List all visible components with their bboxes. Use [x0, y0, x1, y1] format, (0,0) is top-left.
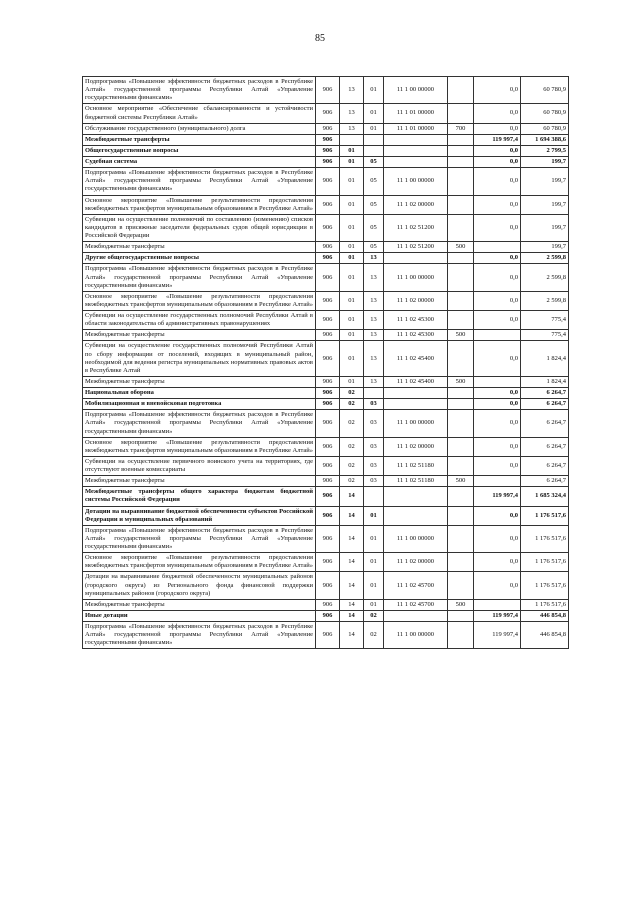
section-code-cell: 01: [340, 157, 364, 168]
section-code-cell: 01: [340, 253, 364, 264]
row-name-cell: Другие общегосударственные вопросы: [83, 253, 316, 264]
admin-code-cell: 906: [316, 291, 340, 310]
target-article-cell: [384, 506, 448, 525]
amount-2-cell: 60 780,9: [521, 123, 569, 134]
table-row: [83, 399, 569, 410]
expense-type-cell: [448, 622, 474, 649]
expense-type-cell: [448, 456, 474, 475]
row-name-cell: Основное мероприятие «Обеспечение сбалансированности и устойчивости бюджетной системы Республики Алтай»: [83, 104, 316, 123]
target-article-cell: [384, 487, 448, 506]
table-row: [83, 506, 569, 525]
admin-code-cell: 906: [316, 506, 340, 525]
table-row: [83, 145, 569, 156]
target-article-cell: 11 1 02 00000: [384, 437, 448, 456]
row-name-cell: Подпрограмма «Повышение эффективности бюджетных расходов в Республике Алтай» государственной программы Республики Алтай «Управление государственными финансами»: [83, 525, 316, 552]
table-row: [83, 253, 569, 264]
section-code-cell: 14: [340, 572, 364, 599]
table-row: [83, 622, 569, 649]
admin-code-cell: 906: [316, 214, 340, 241]
amount-2-cell: 60 780,9: [521, 77, 569, 104]
amount-2-cell: 1 176 517,6: [521, 553, 569, 572]
section-code-cell: 01: [340, 291, 364, 310]
amount-1-cell: 0,0: [474, 145, 521, 156]
table-row: [83, 388, 569, 399]
table-row: [83, 376, 569, 387]
row-name-cell: Судебная система: [83, 157, 316, 168]
subsection-code-cell: 03: [364, 399, 384, 410]
table-row: [83, 437, 569, 456]
admin-code-cell: 906: [316, 330, 340, 341]
admin-code-cell: 906: [316, 525, 340, 552]
target-article-cell: 11 1 02 45400: [384, 341, 448, 377]
admin-code-cell: 906: [316, 376, 340, 387]
table-row: [83, 410, 569, 437]
row-name-cell: Подпрограмма «Повышение эффективности бюджетных расходов в Республике Алтай» государственной программы Республики Алтай «Управление государственными финансами»: [83, 622, 316, 649]
row-name-cell: Национальная оборона: [83, 388, 316, 399]
table-row: [83, 104, 569, 123]
subsection-code-cell: 13: [364, 311, 384, 330]
row-name-cell: Подпрограмма «Повышение эффективности бюджетных расходов в Республике Алтай» государственной программы Республики Алтай «Управление государственными финансами»: [83, 168, 316, 195]
row-name-cell: Дотации на выравнивание бюджетной обеспеченности муниципальных районов (городского округа) из Регионального фонда финансовой поддержки муниципальных районов (городского округа): [83, 572, 316, 599]
section-code-cell: 14: [340, 487, 364, 506]
target-article-cell: 11 1 02 00000: [384, 195, 448, 214]
section-code-cell: 14: [340, 506, 364, 525]
amount-1-cell: 0,0: [474, 525, 521, 552]
section-code-cell: 01: [340, 311, 364, 330]
table-row: [83, 487, 569, 506]
section-code-cell: 14: [340, 553, 364, 572]
section-code-cell: 01: [340, 264, 364, 291]
amount-2-cell: 6 264,7: [521, 456, 569, 475]
target-article-cell: 11 1 00 00000: [384, 168, 448, 195]
amount-2-cell: 6 264,7: [521, 476, 569, 487]
expense-type-cell: [448, 341, 474, 377]
target-article-cell: 11 1 02 51180: [384, 456, 448, 475]
row-name-cell: Подпрограмма «Повышение эффективности бюджетных расходов в Республике Алтай» государственной программы Республики Алтай «Управление государственными финансами»: [83, 264, 316, 291]
target-article-cell: [384, 134, 448, 145]
target-article-cell: 11 1 00 00000: [384, 525, 448, 552]
target-article-cell: [384, 610, 448, 621]
target-article-cell: 11 1 00 00000: [384, 410, 448, 437]
target-article-cell: 11 1 00 00000: [384, 264, 448, 291]
table-row: [83, 476, 569, 487]
amount-1-cell: 0,0: [474, 291, 521, 310]
amount-2-cell: 60 780,9: [521, 104, 569, 123]
subsection-code-cell: 13: [364, 376, 384, 387]
expense-type-cell: [448, 388, 474, 399]
amount-2-cell: 199,7: [521, 195, 569, 214]
expense-type-cell: 500: [448, 242, 474, 253]
target-article-cell: 11 1 01 00000: [384, 123, 448, 134]
target-article-cell: 11 1 02 45300: [384, 311, 448, 330]
target-article-cell: 11 1 02 45300: [384, 330, 448, 341]
target-article-cell: 11 1 00 00000: [384, 77, 448, 104]
expense-type-cell: [448, 168, 474, 195]
expense-type-cell: [448, 311, 474, 330]
admin-code-cell: 906: [316, 123, 340, 134]
amount-2-cell: 2 599,8: [521, 291, 569, 310]
page-number: 85: [315, 33, 325, 44]
admin-code-cell: 906: [316, 553, 340, 572]
subsection-code-cell: 13: [364, 264, 384, 291]
section-code-cell: 01: [340, 168, 364, 195]
section-code-cell: 02: [340, 476, 364, 487]
amount-2-cell: 1 694 388,6: [521, 134, 569, 145]
target-article-cell: 11 1 01 00000: [384, 104, 448, 123]
amount-1-cell: [474, 599, 521, 610]
subsection-code-cell: 01: [364, 104, 384, 123]
section-code-cell: 02: [340, 399, 364, 410]
expense-type-cell: [448, 77, 474, 104]
table-row: [83, 330, 569, 341]
expense-type-cell: 500: [448, 599, 474, 610]
admin-code-cell: 906: [316, 622, 340, 649]
row-name-cell: Основное мероприятие «Повышение результативности предоставления межбюджетных трансфертов муниципальным образованиям в Республике Алтай»: [83, 291, 316, 310]
amount-1-cell: 0,0: [474, 77, 521, 104]
target-article-cell: 11 1 02 45700: [384, 572, 448, 599]
amount-2-cell: 6 264,7: [521, 410, 569, 437]
amount-2-cell: 6 264,7: [521, 388, 569, 399]
expense-type-cell: [448, 487, 474, 506]
subsection-code-cell: 13: [364, 291, 384, 310]
amount-1-cell: 0,0: [474, 437, 521, 456]
target-article-cell: [384, 157, 448, 168]
subsection-code-cell: 05: [364, 214, 384, 241]
expense-type-cell: 500: [448, 376, 474, 387]
row-name-cell: Межбюджетные трансферты: [83, 376, 316, 387]
subsection-code-cell: 13: [364, 253, 384, 264]
section-code-cell: 01: [340, 376, 364, 387]
amount-1-cell: 0,0: [474, 195, 521, 214]
admin-code-cell: 906: [316, 242, 340, 253]
section-code-cell: 13: [340, 77, 364, 104]
amount-2-cell: 775,4: [521, 311, 569, 330]
row-name-cell: Обслуживание государственного (муниципального) долга: [83, 123, 316, 134]
table-body: [83, 77, 569, 649]
amount-1-cell: 0,0: [474, 399, 521, 410]
expense-type-cell: [448, 399, 474, 410]
admin-code-cell: 906: [316, 599, 340, 610]
amount-1-cell: 0,0: [474, 253, 521, 264]
amount-1-cell: [474, 476, 521, 487]
row-name-cell: Субвенции на осуществление первичного воинского учета на территориях, где отсутствуют военные комиссариаты: [83, 456, 316, 475]
table-row: [83, 291, 569, 310]
table-row: [83, 214, 569, 241]
admin-code-cell: 906: [316, 157, 340, 168]
row-name-cell: Межбюджетные трансферты: [83, 476, 316, 487]
admin-code-cell: 906: [316, 437, 340, 456]
amount-1-cell: 119 997,4: [474, 610, 521, 621]
section-code-cell: 02: [340, 410, 364, 437]
amount-1-cell: 0,0: [474, 456, 521, 475]
expense-type-cell: [448, 437, 474, 456]
admin-code-cell: 906: [316, 134, 340, 145]
admin-code-cell: 906: [316, 104, 340, 123]
subsection-code-cell: 03: [364, 456, 384, 475]
admin-code-cell: 906: [316, 253, 340, 264]
amount-1-cell: 119 997,4: [474, 487, 521, 506]
admin-code-cell: 906: [316, 410, 340, 437]
amount-1-cell: [474, 330, 521, 341]
amount-1-cell: 0,0: [474, 214, 521, 241]
section-code-cell: 01: [340, 214, 364, 241]
admin-code-cell: 906: [316, 388, 340, 399]
table-row: [83, 168, 569, 195]
section-code-cell: 14: [340, 599, 364, 610]
row-name-cell: Основное мероприятие «Повышение результативности предоставления межбюджетных трансфертов муниципальным образованиям в Республике Алтай»: [83, 437, 316, 456]
amount-1-cell: 0,0: [474, 264, 521, 291]
section-code-cell: 01: [340, 145, 364, 156]
amount-2-cell: 6 264,7: [521, 437, 569, 456]
section-code-cell: 14: [340, 622, 364, 649]
amount-2-cell: 2 599,8: [521, 253, 569, 264]
target-article-cell: 11 1 02 45400: [384, 376, 448, 387]
table-row: [83, 264, 569, 291]
row-name-cell: Основное мероприятие «Повышение результативности предоставления межбюджетных трансфертов муниципальным образованиям в Республике Алтай»: [83, 553, 316, 572]
amount-1-cell: 0,0: [474, 341, 521, 377]
amount-2-cell: 1 176 517,6: [521, 599, 569, 610]
expense-type-cell: [448, 253, 474, 264]
amount-1-cell: 119 997,4: [474, 134, 521, 145]
amount-1-cell: 0,0: [474, 572, 521, 599]
row-name-cell: Субвенции на осуществление полномочий по составлению (изменению) списков кандидатов в присяжные заседатели федеральных судов общей юрисдикции в Российской Федерации: [83, 214, 316, 241]
amount-2-cell: 6 264,7: [521, 399, 569, 410]
table-row: [83, 77, 569, 104]
subsection-code-cell: [364, 134, 384, 145]
amount-1-cell: 0,0: [474, 388, 521, 399]
target-article-cell: [384, 399, 448, 410]
table-row: [83, 123, 569, 134]
amount-2-cell: 1 824,4: [521, 376, 569, 387]
expense-type-cell: [448, 264, 474, 291]
table-row: [83, 311, 569, 330]
target-article-cell: 11 1 02 51180: [384, 476, 448, 487]
target-article-cell: [384, 253, 448, 264]
amount-2-cell: 199,7: [521, 242, 569, 253]
row-name-cell: Межбюджетные трансферты: [83, 330, 316, 341]
section-code-cell: 13: [340, 104, 364, 123]
row-name-cell: Субвенции на осуществление государственных полномочий Республики Алтай в области законодательства об административных правонарушениях: [83, 311, 316, 330]
amount-1-cell: 0,0: [474, 168, 521, 195]
subsection-code-cell: 05: [364, 195, 384, 214]
section-code-cell: [340, 134, 364, 145]
subsection-code-cell: 05: [364, 168, 384, 195]
subsection-code-cell: 05: [364, 157, 384, 168]
amount-2-cell: 1 176 517,6: [521, 525, 569, 552]
amount-1-cell: 0,0: [474, 410, 521, 437]
target-article-cell: [384, 145, 448, 156]
expense-type-cell: 500: [448, 476, 474, 487]
expense-type-cell: [448, 134, 474, 145]
target-article-cell: 11 1 02 51200: [384, 242, 448, 253]
row-name-cell: Основное мероприятие «Повышение результативности предоставления межбюджетных трансфертов муниципальным образованиям в Республике Алтай»: [83, 195, 316, 214]
row-name-cell: Межбюджетные трансферты: [83, 134, 316, 145]
amount-1-cell: 0,0: [474, 553, 521, 572]
amount-2-cell: 775,4: [521, 330, 569, 341]
section-code-cell: 02: [340, 437, 364, 456]
row-name-cell: Субвенции на осуществление государственных полномочий Республики Алтай по сбору информации от поселений, входящих в муниципальный район, необходимой для ведения регистра муниципальных нормативных правовых актов в Республике Алтай: [83, 341, 316, 377]
subsection-code-cell: 02: [364, 610, 384, 621]
subsection-code-cell: 01: [364, 506, 384, 525]
admin-code-cell: 906: [316, 476, 340, 487]
subsection-code-cell: 01: [364, 123, 384, 134]
expense-type-cell: [448, 195, 474, 214]
subsection-code-cell: 01: [364, 553, 384, 572]
budget-table: [82, 76, 569, 649]
expense-type-cell: [448, 610, 474, 621]
subsection-code-cell: 03: [364, 437, 384, 456]
amount-2-cell: 1 176 517,6: [521, 506, 569, 525]
subsection-code-cell: 01: [364, 525, 384, 552]
row-name-cell: Мобилизационная и вневойсковая подготовка: [83, 399, 316, 410]
table-row: [83, 610, 569, 621]
amount-1-cell: 0,0: [474, 123, 521, 134]
section-code-cell: 01: [340, 195, 364, 214]
section-code-cell: 14: [340, 525, 364, 552]
table-row: [83, 195, 569, 214]
target-article-cell: 11 1 00 00000: [384, 622, 448, 649]
admin-code-cell: 906: [316, 341, 340, 377]
target-article-cell: 11 1 02 00000: [384, 553, 448, 572]
row-name-cell: Межбюджетные трансферты общего характера бюджетам бюджетной системы Российской Федерации: [83, 487, 316, 506]
expense-type-cell: [448, 525, 474, 552]
expense-type-cell: 500: [448, 330, 474, 341]
section-code-cell: 02: [340, 456, 364, 475]
admin-code-cell: 906: [316, 77, 340, 104]
row-name-cell: Межбюджетные трансферты: [83, 599, 316, 610]
target-article-cell: 11 1 02 45700: [384, 599, 448, 610]
subsection-code-cell: 13: [364, 341, 384, 377]
section-code-cell: 01: [340, 330, 364, 341]
subsection-code-cell: 03: [364, 410, 384, 437]
admin-code-cell: 906: [316, 168, 340, 195]
table-row: [83, 242, 569, 253]
admin-code-cell: 906: [316, 399, 340, 410]
subsection-code-cell: [364, 388, 384, 399]
amount-2-cell: 1 685 324,4: [521, 487, 569, 506]
table-row: [83, 134, 569, 145]
subsection-code-cell: 13: [364, 330, 384, 341]
subsection-code-cell: 01: [364, 572, 384, 599]
admin-code-cell: 906: [316, 572, 340, 599]
amount-2-cell: 199,7: [521, 214, 569, 241]
section-code-cell: 02: [340, 388, 364, 399]
row-name-cell: Межбюджетные трансферты: [83, 242, 316, 253]
target-article-cell: 11 1 02 51200: [384, 214, 448, 241]
amount-1-cell: 0,0: [474, 157, 521, 168]
expense-type-cell: [448, 291, 474, 310]
subsection-code-cell: 05: [364, 242, 384, 253]
amount-1-cell: 0,0: [474, 104, 521, 123]
table-row: [83, 157, 569, 168]
table-row: [83, 599, 569, 610]
amount-1-cell: [474, 376, 521, 387]
admin-code-cell: 906: [316, 195, 340, 214]
amount-1-cell: 0,0: [474, 311, 521, 330]
amount-1-cell: [474, 242, 521, 253]
admin-code-cell: 906: [316, 145, 340, 156]
expense-type-cell: [448, 572, 474, 599]
table-row: [83, 553, 569, 572]
amount-2-cell: 446 854,8: [521, 610, 569, 621]
expense-type-cell: 700: [448, 123, 474, 134]
expense-type-cell: [448, 157, 474, 168]
table-row: [83, 525, 569, 552]
expense-type-cell: [448, 214, 474, 241]
expense-type-cell: [448, 104, 474, 123]
row-name-cell: Общегосударственные вопросы: [83, 145, 316, 156]
target-article-cell: 11 1 02 00000: [384, 291, 448, 310]
admin-code-cell: 906: [316, 311, 340, 330]
expense-type-cell: [448, 145, 474, 156]
admin-code-cell: 906: [316, 456, 340, 475]
row-name-cell: Дотации на выравнивание бюджетной обеспеченности субъектов Российской Федерации и муниципальных образований: [83, 506, 316, 525]
subsection-code-cell: [364, 487, 384, 506]
subsection-code-cell: 03: [364, 476, 384, 487]
target-article-cell: [384, 388, 448, 399]
admin-code-cell: 906: [316, 264, 340, 291]
table-row: [83, 456, 569, 475]
amount-1-cell: 119 997,4: [474, 622, 521, 649]
amount-2-cell: 1 824,4: [521, 341, 569, 377]
amount-2-cell: 1 176 517,6: [521, 572, 569, 599]
expense-type-cell: [448, 410, 474, 437]
amount-2-cell: 2 799,5: [521, 145, 569, 156]
subsection-code-cell: [364, 145, 384, 156]
row-name-cell: Иные дотации: [83, 610, 316, 621]
expense-type-cell: [448, 553, 474, 572]
table-row: [83, 572, 569, 599]
subsection-code-cell: 01: [364, 77, 384, 104]
row-name-cell: Подпрограмма «Повышение эффективности бюджетных расходов в Республике Алтай» государственной программы Республики Алтай «Управление государственными финансами»: [83, 77, 316, 104]
amount-2-cell: 199,7: [521, 168, 569, 195]
section-code-cell: 01: [340, 341, 364, 377]
admin-code-cell: 906: [316, 487, 340, 506]
section-code-cell: 14: [340, 610, 364, 621]
admin-code-cell: 906: [316, 610, 340, 621]
subsection-code-cell: 02: [364, 622, 384, 649]
amount-1-cell: 0,0: [474, 506, 521, 525]
amount-2-cell: 446 854,8: [521, 622, 569, 649]
row-name-cell: Подпрограмма «Повышение эффективности бюджетных расходов в Республике Алтай» государственной программы Республики Алтай «Управление государственными финансами»: [83, 410, 316, 437]
amount-2-cell: 2 599,8: [521, 264, 569, 291]
section-code-cell: 01: [340, 242, 364, 253]
expense-type-cell: [448, 506, 474, 525]
amount-2-cell: 199,7: [521, 157, 569, 168]
table-row: [83, 341, 569, 377]
section-code-cell: 13: [340, 123, 364, 134]
subsection-code-cell: 01: [364, 599, 384, 610]
